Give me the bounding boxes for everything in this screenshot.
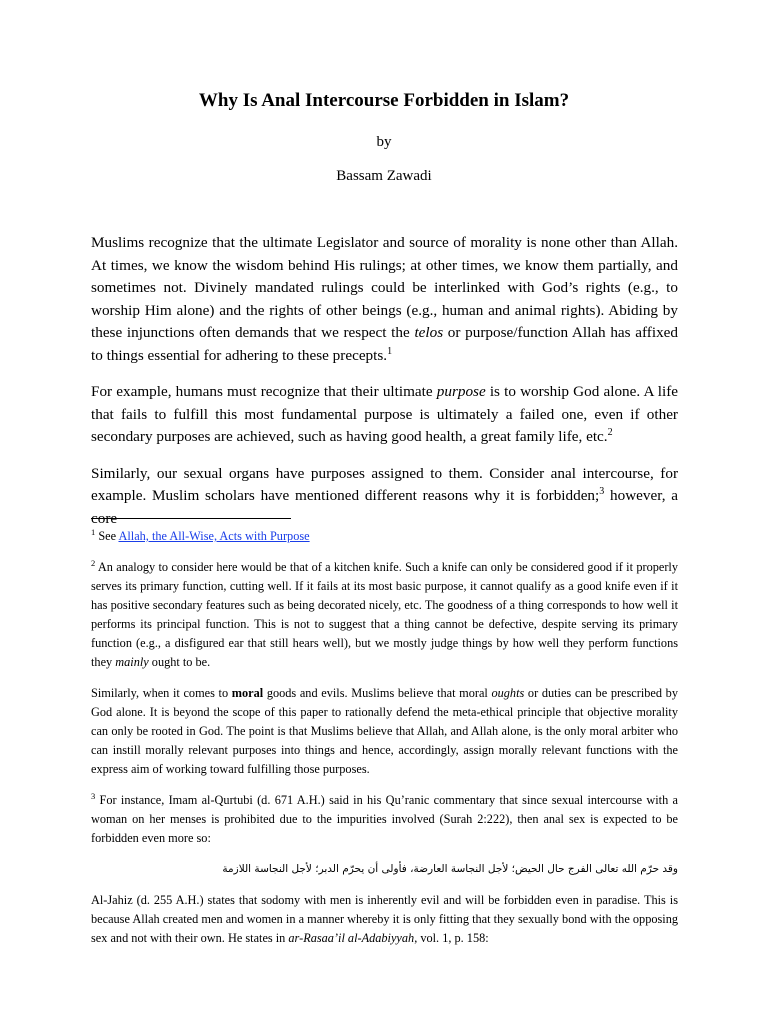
paragraph-1: Muslims recognize that the ultimate Legislator and source of morality is none other than Allah. At times, we know the wisdom behind His rulings; at other times, we know them partially, and sometimes not. Divinely mandated rulings could be interlinked with God’s rights (e.g., to worship Him alone) and the rights of other beings (e.g., human and animal rights). Abiding by these injunctions often demands that we respect the telos or purpose/function Allah has affixed to things essential for adhering to these precepts.$^1$ bbox=[91, 234, 679, 364]
footnote-ref-3[interactable]: 3 bbox=[599, 485, 605, 497]
footnote-ref-1[interactable]: 1 bbox=[387, 345, 393, 357]
body-text bbox=[91, 232, 678, 544]
author-name: Bassam Zawadi bbox=[336, 168, 432, 184]
paragraph-3: Similarly, our sexual organs have purposes assigned to them. Consider anal intercourse, for example. Muslim scholars have mentioned different reasons why it is forbidden;$^3$ however, a core bbox=[91, 464, 678, 527]
footnote-separator bbox=[91, 518, 291, 519]
footnote-1: $^1$ See Allah, the All-Wise, Acts with Purpose bbox=[91, 526, 310, 543]
footnote-3: $^3$ For instance, Imam al-Qurtubi (d. 671 A.H.) said in his Qu’ranic commentary that since sexual intercourse with a woman on her menses is prohibited due to the impurities involved (Surah 2:222), then anal sex is expected to be forbidden even more so: bbox=[91, 790, 678, 845]
emphasis-telos: telos bbox=[414, 324, 444, 341]
paragraph-2: For example, humans must recognize that their ultimate purpose is to worship God alone. A life that fails to fulfill this most fundamental purpose is ultimately a failed one, even if other secondary purposes are achieved, such as having good health, a great family life, etc.$^2$ bbox=[91, 383, 679, 445]
footnote-2: $^2$ An analogy to consider here would be that of a kitchen knife. Such a knife can only be considered good if it properly serves its primary function, cutting well. If it fails at its most basic purpose, it cannot qualify as a good knife even if it has positive secondary features such as being decorated nicely, etc. The goodness of a thing corresponds to how well it performs its principal function. This is not to suggest that a thing cannot be defective, despite serving its primary function (e.g., a disfigured ear that still hears well), but we mostly judge things by how well they perform functions they mainly ought to be. bbox=[91, 557, 678, 669]
arabic-quote: وقد حرّم الله تعالى الفرج حال الحيض؛ لأجل النجاسة العارضة، فأولى أن يحرّم الدبر؛ لأجل النجاسة اللازمة bbox=[222, 863, 678, 875]
footnote-3-continued: Al-Jahiz (d. 255 A.H.) states that sodomy with men is inherently evil and will be forbidden even in paradise. This is because Allah created men and women in a manner whereby it is only fitting that they sexually bond with the opposing sex and not with their own. He states in ar-Rasaa’il al-Adabiyyah, vol. 1, p. 158: bbox=[91, 893, 678, 945]
footnote-ref-2[interactable]: 2 bbox=[607, 426, 613, 438]
byline-by: by bbox=[376, 134, 392, 150]
page-title: Why Is Anal Intercourse Forbidden in Islam? bbox=[198, 90, 570, 111]
emphasis-purpose: purpose bbox=[436, 383, 486, 400]
footnote-1-link[interactable]: Allah, the All-Wise, Acts with Purpose bbox=[118, 529, 310, 543]
footnote-2-continued: Similarly, when it comes to moral goods and evils. Muslims believe that moral oughts or duties can be prescribed by God alone. It is beyond the scope of this paper to rationally defend the meta-ethical principle that objective morality can only be rooted in God. The point is that Muslims believe that Allah, and Allah alone, is the only moral arbiter who can instill morally relevant purposes into things and hence, accordingly, assign morally relevant functions with the express aim of working toward fulfilling those purposes. bbox=[91, 686, 678, 776]
footnotes bbox=[91, 527, 678, 960]
